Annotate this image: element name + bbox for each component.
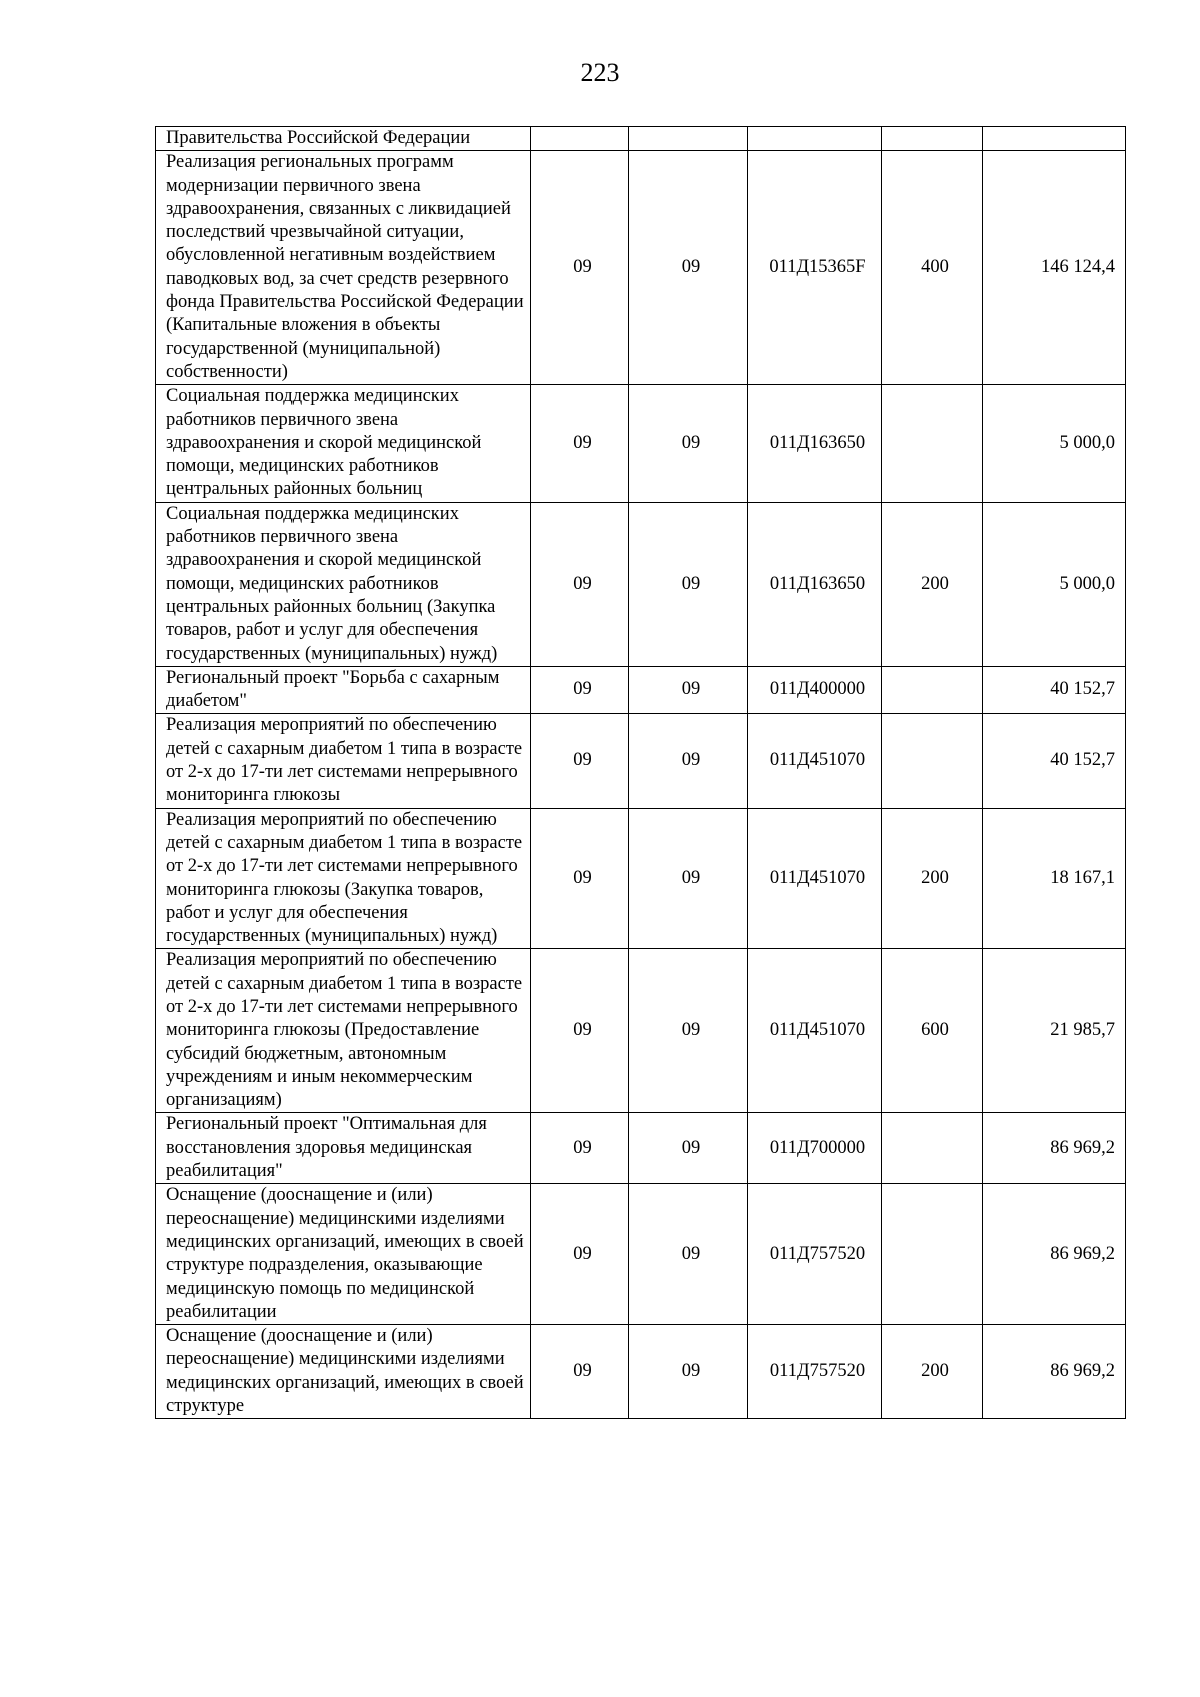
row-target-article-cell: 011Д451070 (748, 949, 882, 1113)
row-section-cell: 09 (531, 502, 629, 666)
table-row (156, 714, 1126, 808)
row-expense-type-cell: 400 (882, 151, 983, 385)
table-row (156, 666, 1126, 714)
row-target-article-cell: 011Д757520 (748, 1184, 882, 1325)
table-row (156, 808, 1126, 949)
budget-table-body (156, 127, 1126, 1419)
row-amount-cell: 5 000,0 (983, 385, 1126, 502)
table-row (156, 151, 1126, 385)
row-expense-type-cell: 200 (882, 1325, 983, 1419)
table-row (156, 385, 1126, 502)
row-target-article-cell: 011Д700000 (748, 1113, 882, 1184)
row-target-article-cell: 011Д15365F (748, 151, 882, 385)
row-section-cell: 09 (531, 949, 629, 1113)
row-amount-cell: 5 000,0 (983, 502, 1126, 666)
row-amount-cell: 86 969,2 (983, 1113, 1126, 1184)
row-target-article-cell: 011Д451070 (748, 808, 882, 949)
row-amount-cell: 40 152,7 (983, 666, 1126, 714)
row-amount-cell: 86 969,2 (983, 1325, 1126, 1419)
row-subsection-cell: 09 (629, 151, 748, 385)
row-name-cell: Реализация мероприятий по обеспечению детей с сахарным диабетом 1 типа в возрасте от 2-х до 17-ти лет системами непрерывного мониторинга глюкозы (Предоставление субсидий бюджетным, автономным учреждениям и иным некоммерческим организациям) (156, 949, 531, 1113)
row-name-cell: Социальная поддержка медицинских работников первичного звена здравоохранения и скорой медицинской помощи, медицинских работников центральных районных больниц (156, 385, 531, 502)
row-section-cell: 09 (531, 666, 629, 714)
row-expense-type-cell: 200 (882, 502, 983, 666)
row-section-cell: 09 (531, 385, 629, 502)
row-name-cell: Региональный проект "Борьба с сахарным диабетом" (156, 666, 531, 714)
table-row (156, 1113, 1126, 1184)
row-subsection-cell: 09 (629, 949, 748, 1113)
row-section-cell: 09 (531, 714, 629, 808)
row-name-cell: Оснащение (дооснащение и (или) переоснащение) медицинскими изделиями медицинских организаций, имеющих в своей структуре подразделения, оказывающие медицинскую помощь по медицинской реабилитации (156, 1184, 531, 1325)
table-row (156, 502, 1126, 666)
row-expense-type-cell (882, 127, 983, 151)
row-section-cell (531, 127, 629, 151)
row-subsection-cell: 09 (629, 1184, 748, 1325)
row-subsection-cell: 09 (629, 1325, 748, 1419)
row-expense-type-cell (882, 1113, 983, 1184)
row-expense-type-cell (882, 1184, 983, 1325)
row-section-cell: 09 (531, 1113, 629, 1184)
table-row (156, 949, 1126, 1113)
row-subsection-cell: 09 (629, 808, 748, 949)
row-name-cell: Правительства Российской Федерации (156, 127, 531, 151)
row-target-article-cell: 011Д163650 (748, 385, 882, 502)
row-amount-cell: 21 985,7 (983, 949, 1126, 1113)
row-subsection-cell (629, 127, 748, 151)
row-target-article-cell: 011Д400000 (748, 666, 882, 714)
row-amount-cell: 40 152,7 (983, 714, 1126, 808)
row-section-cell: 09 (531, 1184, 629, 1325)
row-name-cell: Реализация мероприятий по обеспечению детей с сахарным диабетом 1 типа в возрасте от 2-х до 17-ти лет системами непрерывного мониторинга глюкозы (156, 714, 531, 808)
row-target-article-cell: 011Д163650 (748, 502, 882, 666)
row-expense-type-cell: 600 (882, 949, 983, 1113)
row-section-cell: 09 (531, 1325, 629, 1419)
table-row (156, 1184, 1126, 1325)
row-name-cell: Оснащение (дооснащение и (или) переоснащение) медицинскими изделиями медицинских организаций, имеющих в своей структуре (156, 1325, 531, 1419)
row-subsection-cell: 09 (629, 385, 748, 502)
row-subsection-cell: 09 (629, 666, 748, 714)
row-subsection-cell: 09 (629, 1113, 748, 1184)
row-target-article-cell: 011Д451070 (748, 714, 882, 808)
row-target-article-cell: 011Д757520 (748, 1325, 882, 1419)
row-name-cell: Реализация региональных программ модернизации первичного звена здравоохранения, связанных с ликвидацией последствий чрезвычайной ситуации, обусловленной негативным воздействием паводковых вод, за счет средств резервного фонда Правительства Российской Федерации (Капитальные вложения в объекты государственной (муниципальной) собственности) (156, 151, 531, 385)
row-expense-type-cell (882, 666, 983, 714)
row-target-article-cell (748, 127, 882, 151)
budget-table (155, 126, 1126, 1419)
row-amount-cell: 146 124,4 (983, 151, 1126, 385)
row-name-cell: Социальная поддержка медицинских работников первичного звена здравоохранения и скорой медицинской помощи, медицинских работников центральных районных больниц (Закупка товаров, работ и услуг для обеспечения государственных (муниципальных) нужд) (156, 502, 531, 666)
row-section-cell: 09 (531, 808, 629, 949)
table-row (156, 127, 1126, 151)
row-amount-cell (983, 127, 1126, 151)
row-name-cell: Региональный проект "Оптимальная для восстановления здоровья медицинская реабилитация" (156, 1113, 531, 1184)
row-subsection-cell: 09 (629, 714, 748, 808)
row-section-cell: 09 (531, 151, 629, 385)
row-name-cell: Реализация мероприятий по обеспечению детей с сахарным диабетом 1 типа в возрасте от 2-х до 17-ти лет системами непрерывного мониторинга глюкозы (Закупка товаров, работ и услуг для обеспечения государственных (муниципальных) нужд) (156, 808, 531, 949)
row-subsection-cell: 09 (629, 502, 748, 666)
row-expense-type-cell (882, 714, 983, 808)
row-expense-type-cell (882, 385, 983, 502)
row-expense-type-cell: 200 (882, 808, 983, 949)
row-amount-cell: 18 167,1 (983, 808, 1126, 949)
row-amount-cell: 86 969,2 (983, 1184, 1126, 1325)
page-number: 223 (580, 58, 620, 87)
table-row (156, 1325, 1126, 1419)
